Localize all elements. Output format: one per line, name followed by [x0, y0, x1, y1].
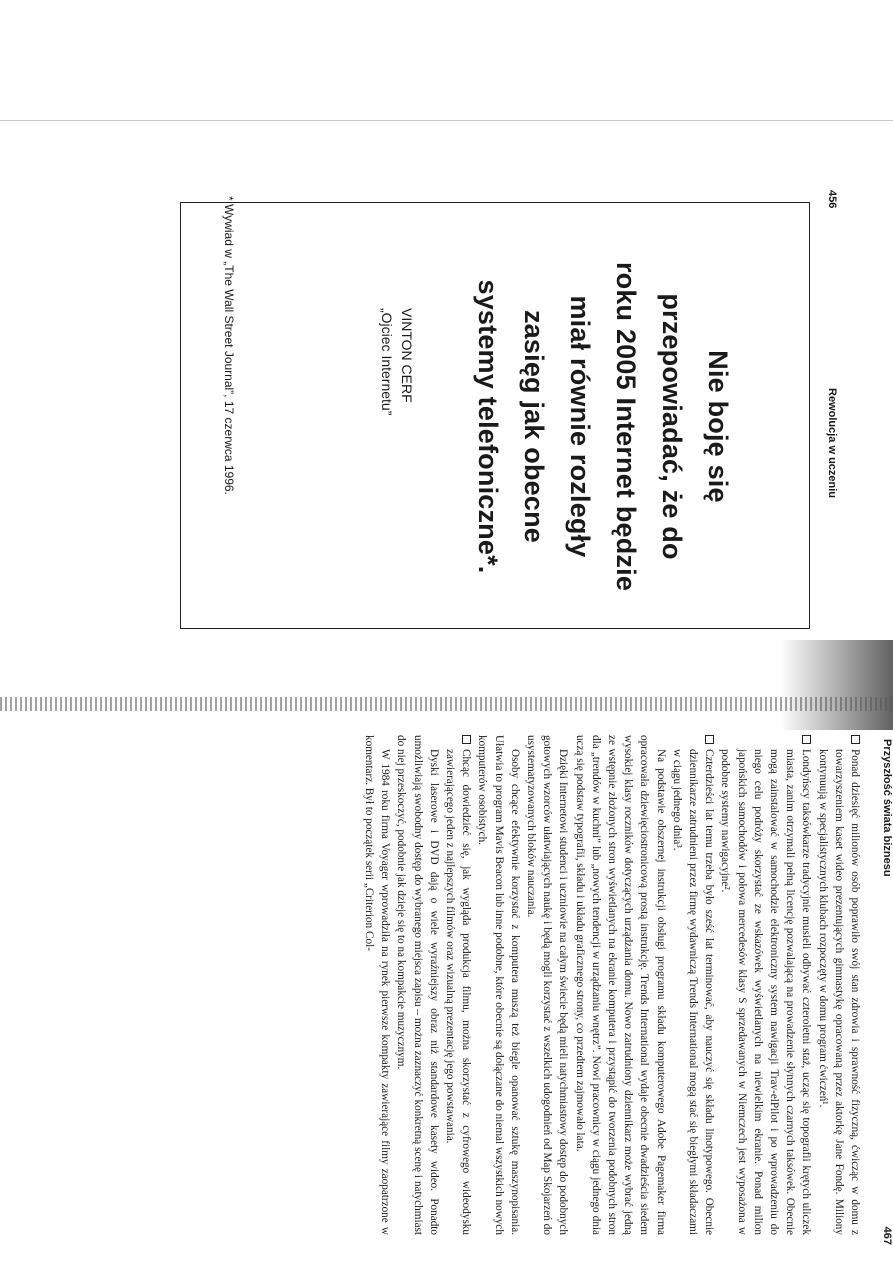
page-467 — [158, 725, 893, 1255]
bullet-paragraph — [717, 735, 814, 1235]
bullet-paragraph — [442, 735, 474, 1235]
checkbox-bullet-icon — [851, 735, 860, 744]
footnote: * Wywiad w „The Wall Street Journal”, 17 czerwca 1996. — [222, 196, 236, 495]
paragraph-text: Czterdzieści lat temu trzeba było sześć lat terminować, aby nauczyć się składu linotypowego. Obecnie dziennikarze zatrudnieni przez firmę wydawniczą Trends International mogą stać się biegłymi składaczami w ciągu jednego dnia³. — [670, 749, 716, 1235]
page-gutter-shadow — [0, 697, 893, 711]
body-paragraph: Dzięki Internetowi studenci i uczniowie na całym świecie będą mieli natychmiastowy dostęp do podobnych gotowych wzorców ułatwiających naukę i będą mogli korzystać z wszelkich udogodnień od Map Skojarzeń do usystematyzowanych bloków nauczania. — [524, 735, 570, 1235]
quote-line: przepowiadać, że do — [657, 293, 687, 560]
body-paragraph: W 1984 roku firma Voyager wprowadziła na rynek pierwsze kompakty zawierające filmy zaopatrzone w komentarz. Był to początek serii „Criterion Col- — [362, 735, 392, 1235]
running-head — [820, 190, 838, 690]
scan-artifact-line — [0, 120, 893, 121]
quote-line: miał równie rozległy — [565, 295, 595, 558]
body-text — [361, 735, 863, 1235]
running-head — [875, 725, 893, 1255]
quote-line: systemy telefoniczne*. — [473, 279, 503, 574]
quote-text — [465, 239, 741, 614]
bullet-paragraph — [669, 735, 718, 1235]
body-paragraph: Dyski laserowe i DVD dają o wiele wyraźniejszy obraz niż standardowe kasety wideo. Ponadto umożliwiają swobodny dostęp do wybranego miejsca zapisu – można zaznaczyć konkretną scenę i natychmiast do niej przeskoczyć, podobnie jak dzieje się to na kompakcie muzycznym. — [395, 735, 440, 1235]
author-title: „Ojciec Internetu” — [379, 308, 395, 416]
quote-box — [180, 202, 810, 629]
body-paragraph: Osoby chcące efektywnie korzystać z komputera muszą też biegle opanować sztukę maszynopisania. Ułatwia to program Mavis Beacon lub inne podobne, które obecnie są dołączane do niemal wszystkich nowych komputerów osobistych. — [476, 735, 521, 1235]
bullet-paragraph — [814, 735, 863, 1235]
author-name: VINTON CERF — [399, 308, 415, 403]
page-456 — [138, 190, 838, 690]
paragraph-text: Londyńscy taksówkarze tradycyjnie musieli odbywać czteroletni staż, ucząc się topografii krętych uliczek miasta, zanim otrzymali pełną licencję pozwalającą na prowadzenie słynnych czarnych taksówek. Obecnie mogą zainstalować w samochodzie elektroniczny system nawigacji Trav-elPilot i po wprowadzeniu do niego celu podróży skorzystać ze wskazówek wyświetlanych na niewielkim ekranie. Ponad milion japońskich samochodów i połowa mercedesów klasy S sprzedawanych w Niemczech jest wyposażona w podobne systemy nawigacyjne². — [719, 749, 813, 1235]
checkbox-bullet-icon — [802, 735, 811, 744]
author-block — [377, 308, 417, 638]
body-paragraph: Na podstawie obszernej instrukcji obsługi programu składu komputerowego Adobe Pagemaker firma opracowała dziewięciostronicową prostą instrukcję. Trends International wydaje obecnie dwadzieścia siedem wysokiej klasy roczników dotyczących urządzania domu. Nowo zatrudniony dziennikarz może wybrać jedną ze wstępnie złożonych stron wyświetlanych na ekranie komputera i przystąpić do tworzenia podobnych stron dla „trendów w kuchni” lub „nowych tendencji w urządzaniu wnętrz”. Nowi pracownicy w ciągu jednego dnia uczą się podstaw typografii, składu i układu graficznego strony, co przedtem zajmowało lata. — [573, 735, 667, 1235]
page-number: 467 — [881, 1226, 893, 1245]
checkbox-bullet-icon — [705, 735, 714, 744]
quote-line: Nie boję się — [703, 350, 733, 503]
paragraph-text: Ponad dziesięć milionów osób poprawiło swój stan zdrowia i sprawność fizyczną, ćwicząc w domu z towarzyszeniem kaset wideo prezentujących gimnastykę opracowaną przez aktorkę Jane Fondę. Miliony kontynuują w specjalistycznych klubach rozpoczęty w domu program ćwiczeń¹. — [816, 749, 861, 1235]
checkbox-bullet-icon — [462, 735, 471, 744]
paragraph-text: Chcąc dowiedzieć się, jak wygląda produkcja filmu, można skorzystać z cyfrowego wideodysku zawierającego jeden z najlepszych filmów oraz wizualną prezentację jego powstawania. — [443, 749, 473, 1235]
running-title: Rewolucja w uczeniu — [826, 388, 838, 499]
quote-line: roku 2005 Internet będzie — [611, 261, 641, 592]
running-title: Przyszłość świata biznesu — [881, 739, 893, 877]
page-number: 456 — [826, 190, 838, 209]
quote-line: zasięg jak obecne — [519, 309, 549, 543]
